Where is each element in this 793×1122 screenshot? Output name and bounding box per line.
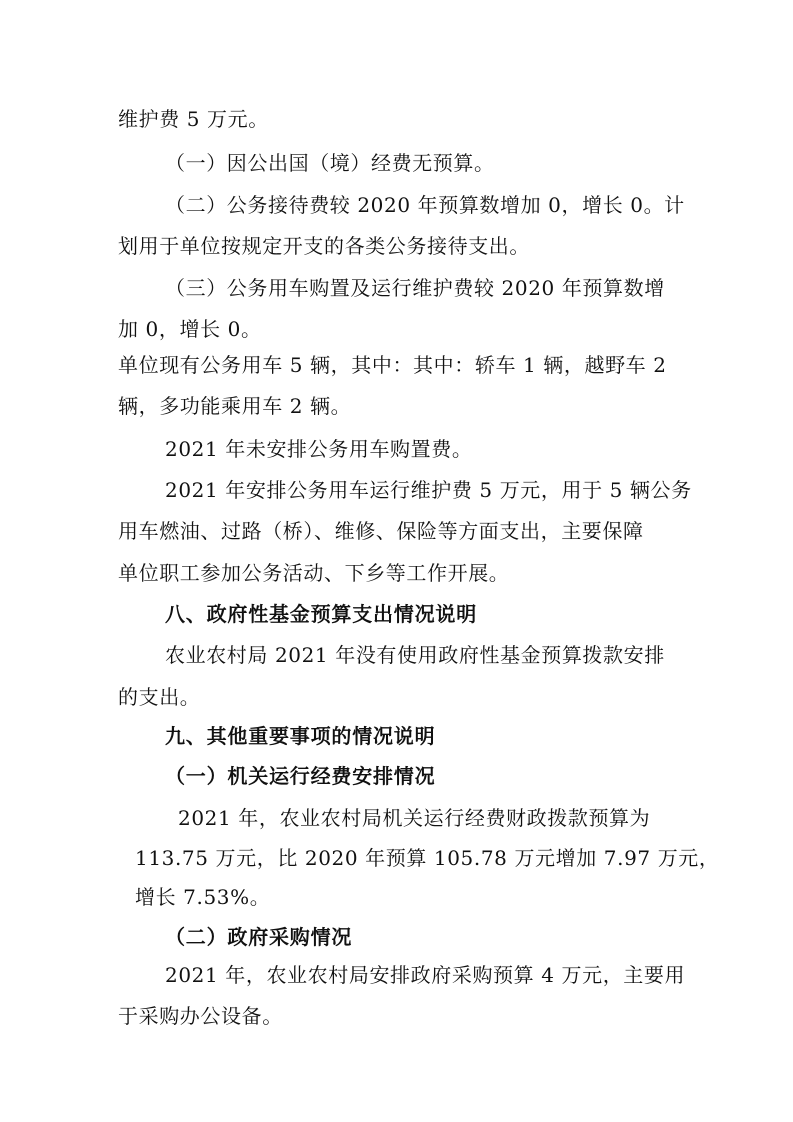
paragraph-line: 2021 年未安排公务用车购置费。 — [165, 437, 473, 461]
paragraph-line: 划用于单位按规定开支的各类公务接待支出。 — [118, 234, 530, 258]
paragraph-line: 用车燃油、过路（桥）、维修、保险等方面支出，主要保障 — [118, 519, 644, 543]
paragraph-line: 单位职工参加公务活动、下乡等工作开展。 — [118, 561, 510, 585]
paragraph-line: 单位现有公务用车 5 辆，其中：其中：轿车 1 辆，越野车 2 — [118, 353, 667, 377]
subsection-heading: （一）机关运行经费安排情况 — [165, 764, 436, 788]
subsection-heading: （二）政府采购情况 — [165, 925, 353, 949]
paragraph-line: 的支出。 — [118, 685, 201, 709]
paragraph-line: 加 0，增长 0。 — [118, 317, 262, 341]
paragraph-line: （二）公务接待费较 2020 年预算数增加 0，增长 0。计 — [165, 193, 685, 217]
paragraph-line: 维护费 5 万元。 — [118, 107, 269, 131]
paragraph-line: 增长 7.53%。 — [135, 885, 271, 909]
section-heading: 九、其他重要事项的情况说明 — [165, 724, 436, 748]
paragraph-line: （一）因公出国（境）经费无预算。 — [165, 151, 495, 175]
paragraph-line: 2021 年，农业农村局安排政府采购预算 4 万元，主要用 — [165, 963, 686, 987]
paragraph-line: 113.75 万元，比 2020 年预算 105.78 万元增加 7.97 万元， — [135, 846, 720, 870]
paragraph-line: 2021 年安排公务用车运行维护费 5 万元，用于 5 辆公务 — [165, 478, 692, 502]
paragraph-line: 农业农村局 2021 年没有使用政府性基金预算拨款安排 — [165, 643, 665, 667]
paragraph-line: 于采购办公设备。 — [118, 1004, 283, 1028]
paragraph-line: （三）公务用车购置及运行维护费较 2020 年预算数增 — [165, 276, 665, 300]
paragraph-line: 辆，多功能乘用车 2 辆。 — [118, 394, 352, 418]
paragraph-line: 2021 年，农业农村局机关运行经费财政拨款预算为 — [178, 806, 651, 830]
section-heading: 八、政府性基金预算支出情况说明 — [165, 602, 477, 626]
